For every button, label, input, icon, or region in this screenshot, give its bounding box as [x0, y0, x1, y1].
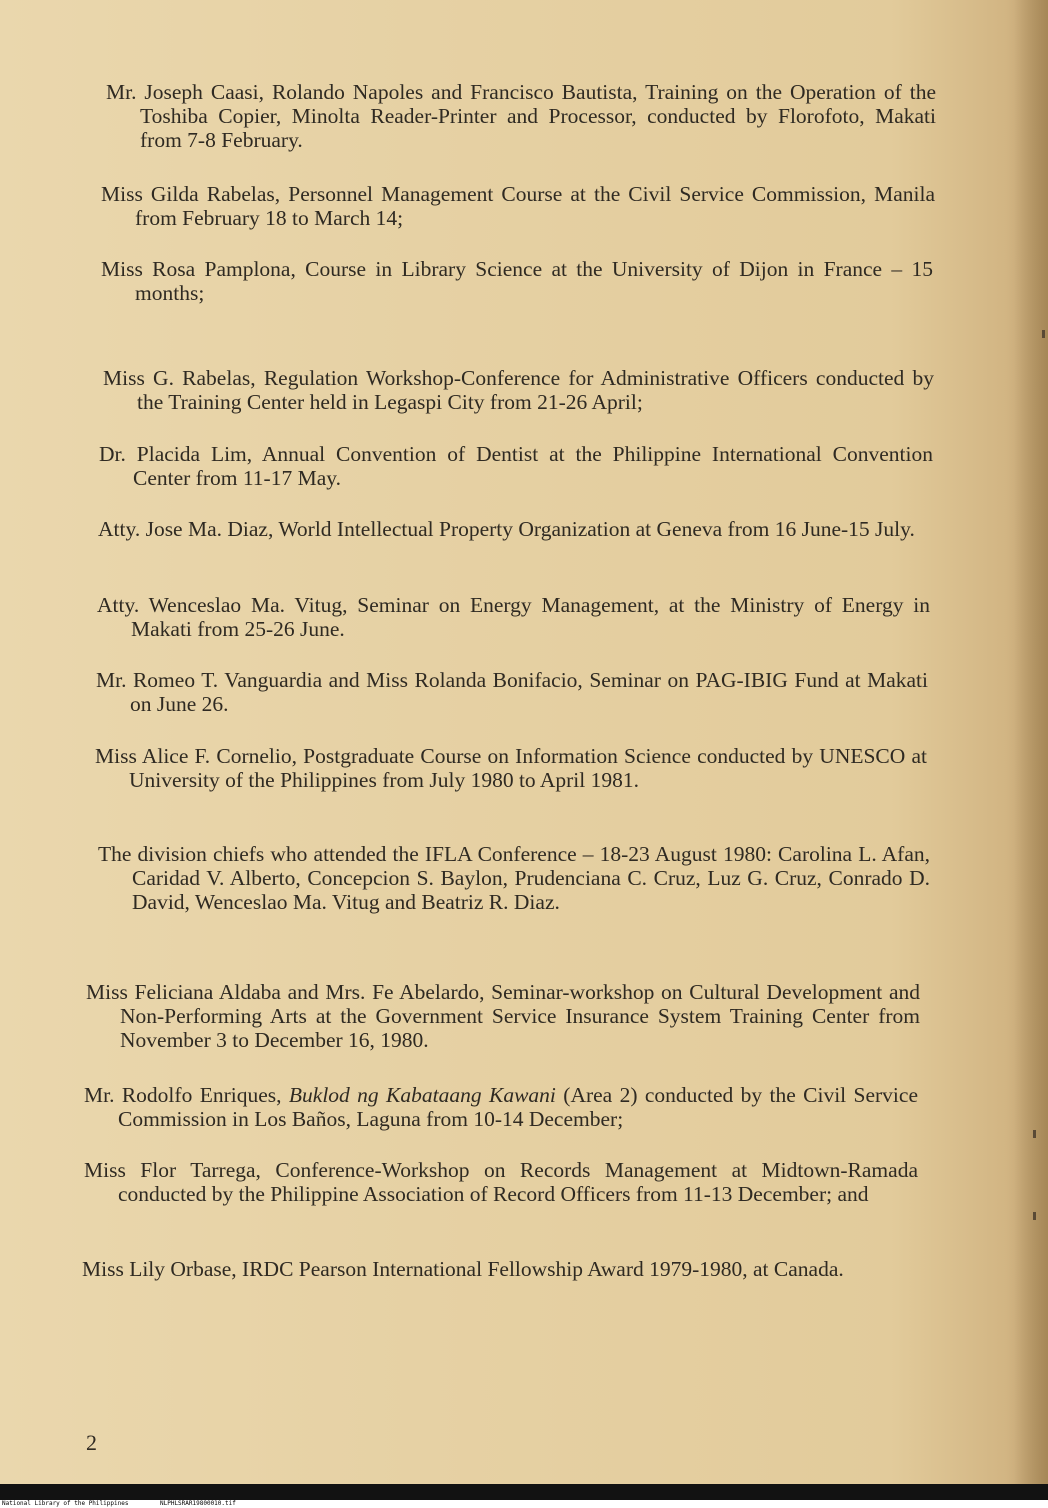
- entry-cornelio-unesco: Miss Alice F. Cornelio, Postgraduate Course on Information Science conducted by UNESCO at University of the Philippines from July 1980 to April 1981.: [95, 744, 927, 792]
- entry-caasi-training: Mr. Joseph Caasi, Rolando Napoles and Francisco Bautista, Training on the Operation of the Toshiba Copier, Minolta Reader-Printer and Processor, conducted by Florofoto, Makati from 7-8 February.: [106, 80, 936, 152]
- scan-bottom-band: [0, 1484, 1048, 1500]
- entry-tarrega-records: Miss Flor Tarrega, Conference-Workshop on Records Management at Midtown-Ramada conducted by the Philippine Association of Record Officers from 11-13 December; and: [84, 1158, 918, 1206]
- entry-rabelas-personnel: Miss Gilda Rabelas, Personnel Management Course at the Civil Service Commission, Manila from February 18 to March 14;: [101, 182, 935, 230]
- entry-orbase-fellowship: Miss Lily Orbase, IRDC Pearson International Fellowship Award 1979-1980, at Canada.: [82, 1257, 844, 1281]
- entry-vanguardia-pagibig: Mr. Romeo T. Vanguardia and Miss Rolanda Bonifacio, Seminar on PAG-IBIG Fund at Makati on June 26.: [96, 668, 928, 716]
- entry-enriques-buklod: [84, 1083, 918, 1131]
- page-number: 2: [86, 1430, 97, 1455]
- entry-enriques-italic-title: Buklod ng Kabataang Kawani: [288, 1083, 556, 1107]
- entry-enriques-after: (Area 2) conducted by the Civil Service Commission in Los Baños, Laguna from 10-14 December;: [118, 1083, 918, 1131]
- entry-rabelas-workshop: Miss G. Rabelas, Regulation Workshop-Conference for Administrative Officers conducted by the Training Center held in Legaspi City from 21-26 April;: [103, 366, 934, 414]
- entry-diaz-wipo: Atty. Jose Ma. Diaz, World Intellectual Property Organization at Geneva from 16 June-15 July.: [98, 517, 915, 541]
- page-edge-shadow: [1014, 0, 1048, 1484]
- entry-enriques-before: Mr. Rodolfo Enriques,: [84, 1083, 289, 1107]
- entry-pamplona-library: Miss Rosa Pamplona, Course in Library Science at the University of Dijon in France – 15 months;: [101, 257, 933, 305]
- margin-mark: [1042, 330, 1045, 338]
- entry-lim-convention: Dr. Placida Lim, Annual Convention of Dentist at the Philippine International Convention Center from 11-17 May.: [99, 442, 933, 490]
- entry-ifla-chiefs: The division chiefs who attended the IFLA Conference – 18-23 August 1980: Carolina L. Afan, Caridad V. Alberto, Concepcion S. Baylon, Prudenciana C. Cruz, Luz G. Cruz, Conrado D. David, Wenceslao Ma. Vitug and Beatriz R. Diaz.: [98, 842, 930, 914]
- entry-aldaba-seminar: Miss Feliciana Aldaba and Mrs. Fe Abelardo, Seminar-workshop on Cultural Development and Non-Performing Arts at the Government Service Insurance System Training Center from November 3 to December 16, 1980.: [86, 980, 920, 1052]
- scan-footer: [0, 1500, 1048, 1508]
- margin-mark: [1033, 1130, 1036, 1138]
- entry-vitug-energy: Atty. Wenceslao Ma. Vitug, Seminar on Energy Management, at the Ministry of Energy in Makati from 25-26 June.: [97, 593, 930, 641]
- footer-library-name: National Library of the Philippines: [2, 1500, 129, 1507]
- footer-file-name: NLPHLSRAR19800010.tif: [160, 1500, 236, 1507]
- margin-mark: [1033, 1212, 1036, 1220]
